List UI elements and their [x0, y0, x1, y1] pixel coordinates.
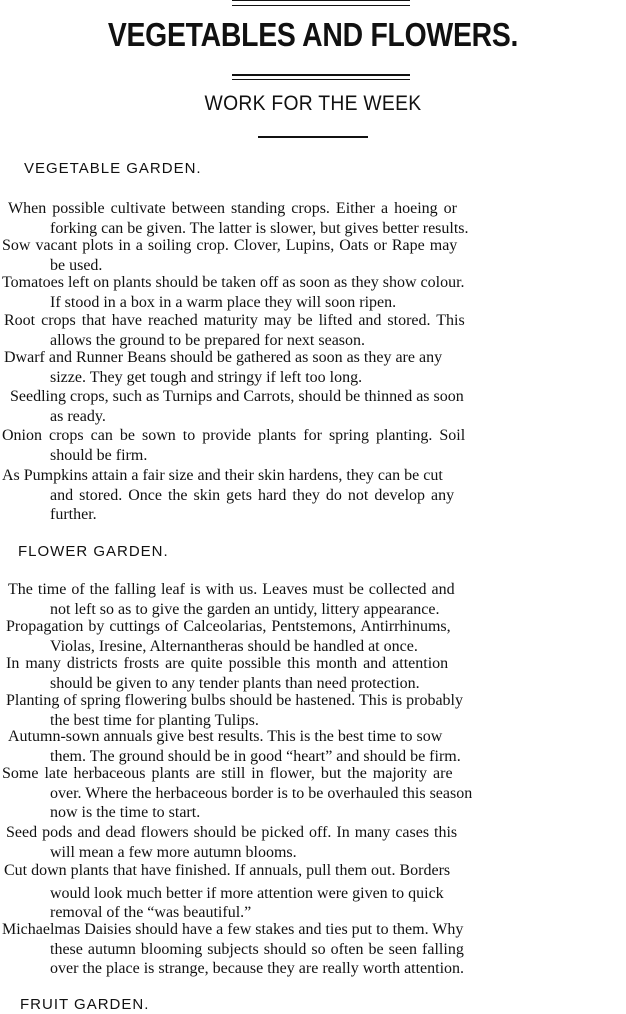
text-line: sizze. They get tough and stringy if left too long. — [50, 368, 363, 386]
paragraph — [0, 387, 626, 426]
text-line: and stored. Once the skin gets hard they do not develop any — [50, 486, 455, 504]
section-heading-fruit: FRUIT GARDEN. — [20, 996, 150, 1013]
text-line: Michaelmas Daisies should have a few stakes and ties put to them. Why — [2, 921, 464, 938]
text-line: further. — [50, 506, 97, 523]
text-line: be used. — [50, 256, 103, 274]
text-line: would look much better if more attention were given to quick — [50, 884, 444, 902]
paragraph — [0, 311, 626, 350]
paragraph — [0, 920, 626, 979]
page-subtitle: WORK FOR THE WEEK — [204, 92, 422, 115]
text-line: Cut down plants that have finished. If annuals, pull them out. Borders — [4, 862, 451, 879]
paragraph — [0, 861, 626, 923]
paragraph — [0, 466, 626, 525]
paragraph — [0, 617, 626, 656]
text-line: allows the ground to be prepared for next season. — [50, 331, 366, 349]
text-line: as ready. — [50, 407, 106, 425]
paragraph — [0, 580, 626, 619]
text-line: Dwarf and Runner Beans should be gathered as soon as they are any — [4, 349, 443, 366]
text-line: them. The ground should be in good “heart” and should be firm. — [50, 747, 461, 765]
text-line: Onion crops can be sown to provide plants for spring planting. Soil — [2, 427, 466, 444]
top-rule-2 — [232, 5, 410, 6]
paragraph — [0, 273, 626, 312]
text-line: Tomatoes left on plants should be taken off as soon as they show colour. — [2, 274, 465, 291]
text-line: When possible cultivate between standing crops. Either a hoeing or — [8, 200, 457, 217]
text-line: In many districts frosts are quite possible this month and attention — [6, 655, 449, 672]
text-line: Autumn-sown annuals give best results. This is the best time to sow — [8, 728, 443, 745]
paragraph — [0, 426, 626, 465]
text-line: will mean a few more autumn blooms. — [50, 843, 297, 861]
text-line: The time of the falling leaf is with us. Leaves must be collected and — [8, 581, 455, 598]
text-line: removal of the “was beautiful.” — [50, 904, 252, 921]
section-heading-vegetable: VEGETABLE GARDEN. — [24, 160, 202, 177]
mid-rule-1 — [232, 74, 410, 76]
text-line: Propagation by cuttings of Calceolarias, Pentstemons, Antirrhinums, — [6, 618, 451, 635]
paragraph — [0, 199, 626, 238]
paragraph — [0, 691, 626, 730]
text-line: Planting of spring flowering bulbs should be hastened. This is probably — [6, 692, 463, 709]
text-line: the best time for planting Tulips. — [50, 711, 259, 729]
text-line: As Pumpkins attain a fair size and their skin hardens, they can be cut — [2, 467, 443, 484]
text-line: Seedling crops, such as Turnips and Carrots, should be thinned as soon — [10, 388, 464, 405]
paragraph — [0, 823, 626, 862]
text-line: forking can be given. The latter is slower, but gives better results. — [50, 219, 469, 237]
text-line: over. Where the herbaceous border is to be overhauled this season — [50, 784, 473, 802]
text-line: should be given to any tender plants than need protection. — [50, 674, 420, 692]
subtitle-rule — [258, 136, 368, 138]
text-line: now is the time to start. — [50, 804, 201, 821]
paragraph — [0, 764, 626, 823]
mid-rule-2 — [232, 79, 410, 80]
text-line: should be firm. — [50, 446, 148, 464]
paragraph — [0, 348, 626, 387]
text-line: not left so as to give the garden an untidy, littery appearance. — [50, 600, 440, 618]
text-line: If stood in a box in a warm place they will soon ripen. — [50, 293, 397, 311]
text-line: Violas, Iresine, Alternantheras should be handled at once. — [50, 637, 418, 655]
text-line: Seed pods and dead flowers should be picked off. In many cases this — [6, 824, 458, 841]
section-heading-flower: FLOWER GARDEN. — [18, 543, 169, 560]
text-line: over the place is strange, because they are really worth attention. — [50, 960, 465, 977]
top-rule-1 — [232, 0, 410, 1]
text-line: Sow vacant plots in a soiling crop. Clover, Lupins, Oats or Rape may — [2, 237, 458, 254]
paragraph — [0, 654, 626, 693]
text-line: Root crops that have reached maturity may be lifted and stored. This — [4, 312, 465, 329]
paragraph — [0, 727, 626, 766]
paragraph — [0, 236, 626, 275]
text-line: Some late herbaceous plants are still in flower, but the majority are — [2, 765, 453, 782]
text-line: these autumn blooming subjects should so often be seen falling — [50, 940, 464, 958]
page-title: VEGETABLES AND FLOWERS. — [107, 16, 519, 53]
